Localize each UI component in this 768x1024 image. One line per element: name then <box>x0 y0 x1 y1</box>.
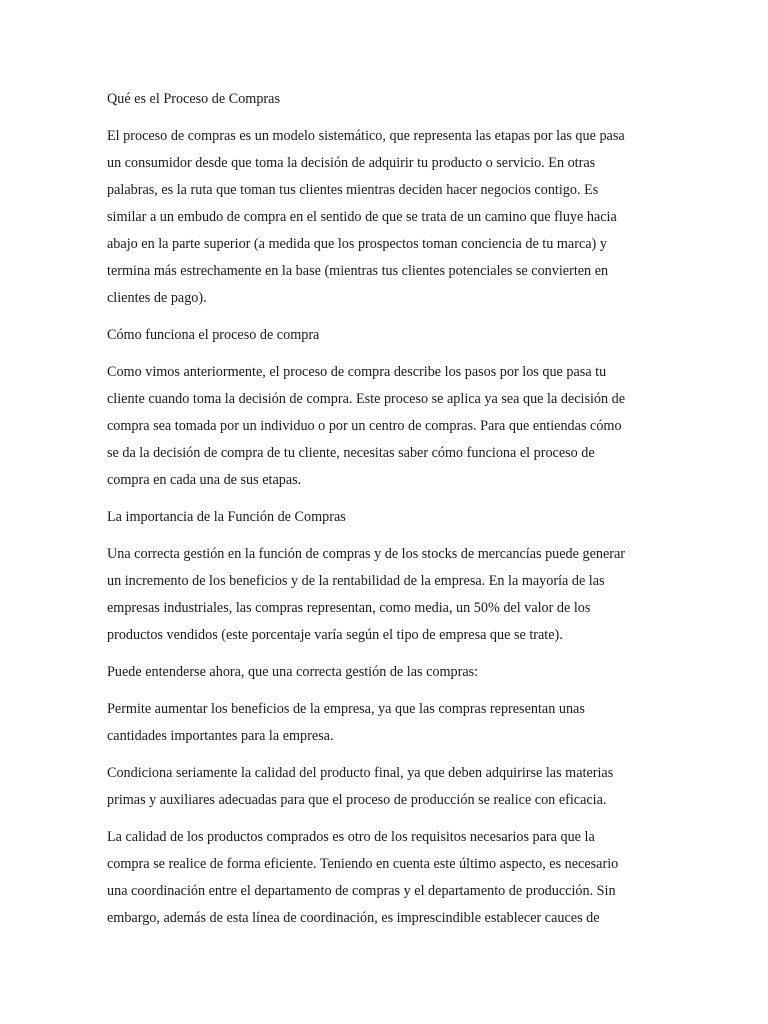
paragraph-beneficios <box>107 696 643 750</box>
text-line: cantidades importantes para la empresa. <box>107 728 334 744</box>
text-line: Qué es el Proceso de Compras <box>107 91 280 107</box>
text-line: termina más estrechamente en la base (mientras tus clientes potenciales se convierten en <box>107 263 609 279</box>
text-line: abajo en la parte superior (a medida que los prospectos toman conciencia de tu marca) y <box>107 236 607 252</box>
paragraph-calidad-producto <box>107 760 643 814</box>
text-line: Condiciona seriamente la calidad del producto final, ya que deben adquirirse las materias <box>107 765 614 781</box>
text-line: primas y auxiliares adecuadas para que el proceso de producción se realice con eficacia. <box>107 792 607 808</box>
text-line: La calidad de los productos comprados es otro de los requisitos necesarios para que la <box>107 829 595 845</box>
text-line: empresas industriales, las compras representan, como media, un 50% del valor de los <box>107 600 591 616</box>
text-line: una coordinación entre el departamento de compras y el departamento de producción. Sin <box>107 883 616 899</box>
text-line: compra en cada una de sus etapas. <box>107 472 302 488</box>
heading-como-funciona <box>107 322 643 349</box>
text-line: un consumidor desde que toma la decisión de adquirir tu producto o servicio. En otras <box>107 155 596 171</box>
document-body <box>107 86 643 942</box>
text-line: Como vimos anteriormente, el proceso de compra describe los pasos por los que pasa tu <box>107 364 607 380</box>
text-line: productos vendidos (este porcentaje varía según el tipo de empresa que se trate). <box>107 627 563 643</box>
paragraph-coordinacion <box>107 824 643 932</box>
text-line: El proceso de compras es un modelo sistemático, que representa las etapas por las que pasa <box>107 128 625 144</box>
text-line: Cómo funciona el proceso de compra <box>107 327 320 343</box>
text-line: clientes de pago). <box>107 290 207 306</box>
paragraph-como-funciona <box>107 359 643 494</box>
paragraph-importancia <box>107 541 643 649</box>
text-line: Permite aumentar los beneficios de la empresa, ya que las compras representan unas <box>107 701 585 717</box>
text-line: compra se realice de forma eficiente. Teniendo en cuenta este último aspecto, es necesario <box>107 856 619 872</box>
text-line: La importancia de la Función de Compras <box>107 509 346 525</box>
text-line: Puede entenderse ahora, que una correcta gestión de las compras: <box>107 664 479 680</box>
text-line: un incremento de los beneficios y de la rentabilidad de la empresa. En la mayoría de las <box>107 573 605 589</box>
text-line: palabras, es la ruta que toman tus clientes mientras deciden hacer negocios contigo. Es <box>107 182 599 198</box>
text-line: similar a un embudo de compra en el sentido de que se trata de un camino que fluye hacia <box>107 209 617 225</box>
heading-importancia <box>107 504 643 531</box>
text-line: compra sea tomada por un individuo o por un centro de compras. Para que entiendas cómo <box>107 418 622 434</box>
paragraph-gestion-intro <box>107 659 643 686</box>
text-line: embargo, además de esta línea de coordinación, es imprescindible establecer cauces de <box>107 910 600 926</box>
paragraph-definicion <box>107 123 643 312</box>
text-line: se da la decisión de compra de tu cliente, necesitas saber cómo funciona el proceso de <box>107 445 595 461</box>
heading-que-es-proceso-compras <box>107 86 643 113</box>
text-line: cliente cuando toma la decisión de compra. Este proceso se aplica ya sea que la decisión de <box>107 391 626 407</box>
text-line: Una correcta gestión en la función de compras y de los stocks de mercancías puede generar <box>107 546 626 562</box>
